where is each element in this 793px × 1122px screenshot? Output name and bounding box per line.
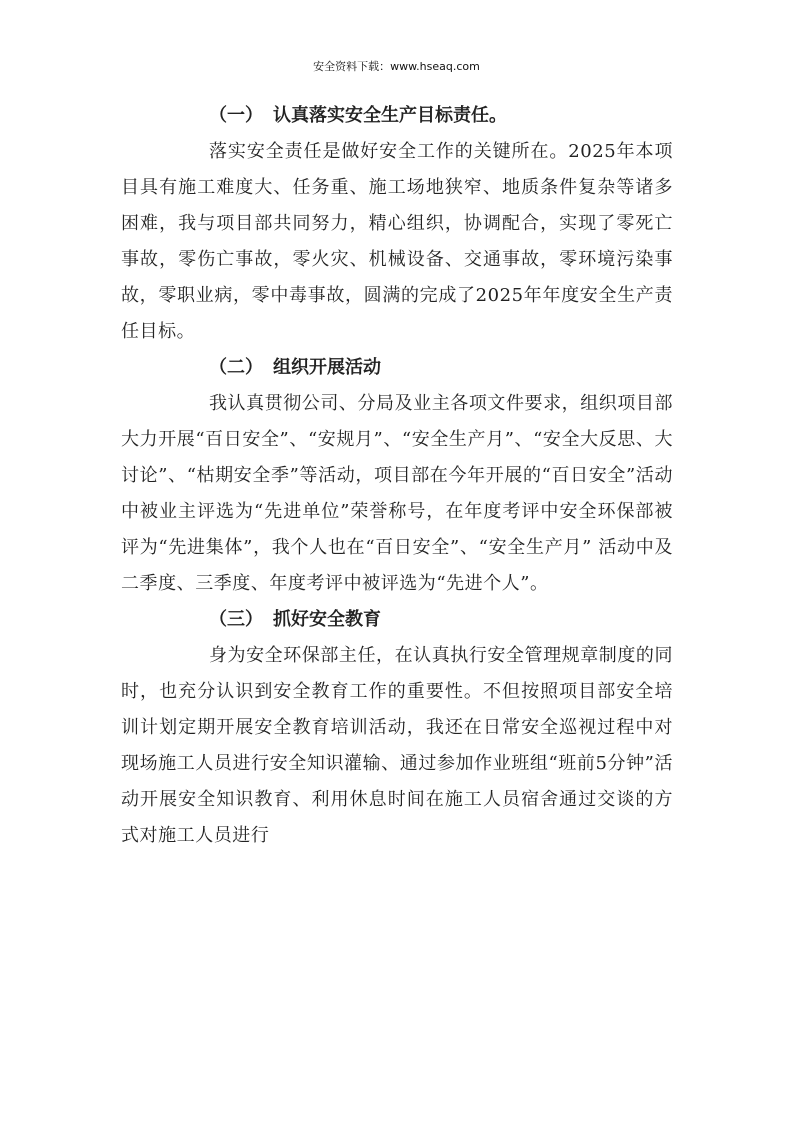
- section-1-paragraph: 落实安全责任是做好安全工作的关键所在。2025年本项目具有施工难度大、任务重、施工场地狭窄、地质条件复杂等诸多困难，我与项目部共同努力，精心组织，协调配合，实现了零死亡事故，零伤亡事故，零火灾、机械设备、交通事故，零环境污染事故，零职业病，零中毒事故，圆满的完成了2025年年度安全生产责任目标。: [121, 141, 673, 342]
- document-body: [121, 98, 673, 854]
- section-3-title: 抓好安全教育: [273, 609, 381, 630]
- section-2-number: （二）: [209, 357, 263, 378]
- section-3-heading: [121, 602, 673, 638]
- section-3-number: （三）: [209, 609, 263, 630]
- section-2-paragraph: 我认真贯彻公司、分局及业主各项文件要求，组织项目部大力开展“百日安全”、“安规月”、“安全生产月”、“安全大反思、大讨论”、“枯期安全季”等活动，项目部在今年开展的“百日安全”活动中被业主评选为“先进单位”荣誉称号，在年度考评中安全环保部被评为“先进集体”，我个人也在“百日安全”、“安全生产月” 活动中及二季度、三季度、年度考评中被评选为“先进个人”。: [121, 393, 673, 594]
- section-2-heading: [121, 350, 673, 386]
- section-3-paragraph: 身为安全环保部主任，在认真执行安全管理规章制度的同时，也充分认识到安全教育工作的重要性。不但按照项目部安全培训计划定期开展安全教育培训活动，我还在日常安全巡视过程中对现场施工人员进行安全知识灌输、通过参加作业班组“班前5分钟”活动开展安全知识教育、利用休息时间在施工人员宿舍通过交谈的方式对施工人员进行: [121, 645, 673, 846]
- section-1-title: 认真落实安全生产目标责任。: [273, 105, 507, 126]
- page-header: 安全资料下载：www.hseaq.com: [313, 60, 480, 73]
- section-2-title: 组织开展活动: [273, 357, 381, 378]
- section-1-number: （一）: [209, 105, 263, 126]
- section-1-heading: [121, 98, 673, 134]
